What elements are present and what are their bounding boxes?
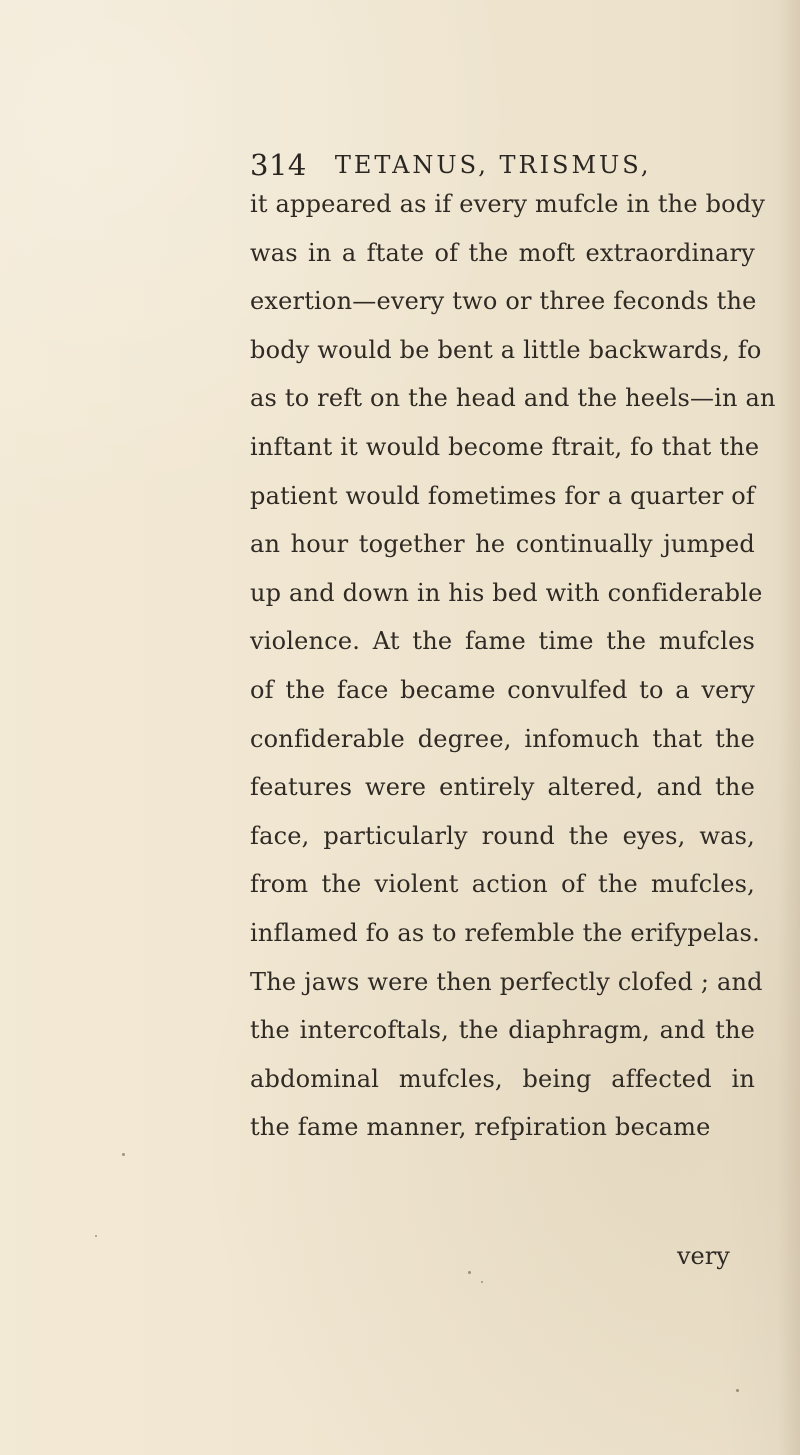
- catchword: very: [677, 1242, 730, 1270]
- text-line: patient would fometimes for a quarter of: [250, 481, 755, 510]
- text-line: from the violent action of the mufcles,: [250, 870, 755, 899]
- text-line: exertion—every two or three feconds the: [250, 287, 757, 316]
- text-line: confiderable degree, infomuch that the: [250, 724, 755, 753]
- text-line: abdominal mufcles, being affected in: [250, 1064, 755, 1093]
- text-line: was in a ftate of the moft extraordinary: [250, 238, 755, 267]
- page-header: [250, 145, 750, 185]
- paper-speck: [95, 1235, 97, 1237]
- text-line: the intercoftals, the diaphragm, and the: [250, 1016, 755, 1045]
- text-line: an hour together he continually jumped: [250, 530, 755, 559]
- text-line: of the face became convulfed to a very: [250, 676, 755, 704]
- text-line: face, particularly round the eyes, was,: [250, 821, 755, 850]
- text-line: inftant it would become ftrait, fo that the: [250, 433, 760, 461]
- text-line: as to reft on the head and the heels—in an: [250, 384, 776, 413]
- page-number: 314: [250, 148, 307, 182]
- running-head: TETANUS, TRISMUS,: [334, 151, 652, 179]
- text-line: up and down in his bed with confiderable: [250, 578, 763, 607]
- text-line: The jaws were then perfectly clofed ; and: [250, 967, 763, 996]
- paper-speck: [122, 1153, 125, 1156]
- text-line: it appeared as if every mufcle in the body: [250, 190, 766, 218]
- page-edge-shadow: [778, 0, 800, 1455]
- text-line: violence. At the fame time the mufcles: [250, 627, 755, 656]
- paper-speck: [481, 1281, 483, 1283]
- paper-speck: [468, 1271, 471, 1274]
- text-line: the fame manner, refpiration became: [250, 1113, 711, 1142]
- text-line: features were entirely altered, and the: [250, 773, 755, 802]
- text-line: body would be bent a little backwards, fo: [250, 335, 762, 364]
- paper-speck: [736, 1389, 739, 1392]
- text-line: inflamed fo as to refemble the erifypelas.: [250, 919, 760, 947]
